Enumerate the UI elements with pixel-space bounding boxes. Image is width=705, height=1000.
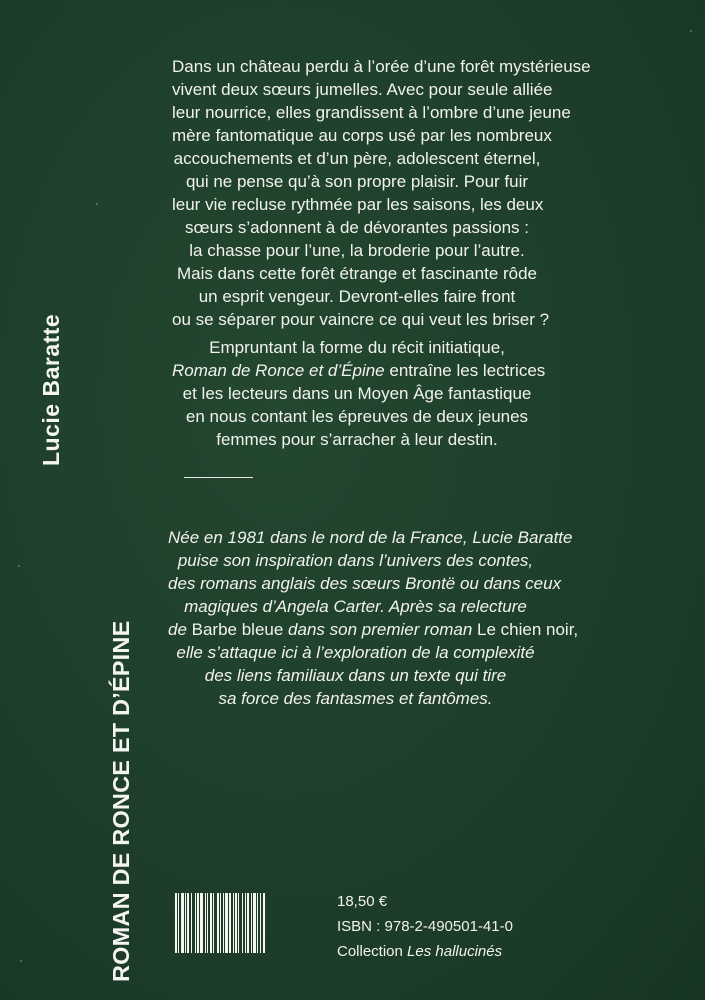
synopsis-line: Mais dans cette forêt étrange et fascinante rôde [176,264,538,283]
pitch-line: Empruntant la forme du récit initiatique, [209,338,505,357]
synopsis-line: la chasse pour l’une, la broderie pour l’autre. [189,241,525,260]
spine-title: ROMAN DE RONCE ET D’ÉPINE [108,620,134,982]
bio-line [168,618,579,641]
bio-line: des romans anglais des sœurs Brontë ou dans ceux [168,574,562,593]
synopsis-paragraph [172,55,591,331]
pitch-line: et les lecteurs dans un Moyen Âge fantastique [182,384,532,403]
paper-speck [96,203,98,205]
isbn: ISBN : 978-2-490501-41-0 [337,918,513,935]
collection-name: Les hallucinés [407,943,503,960]
back-matter [337,889,513,964]
synopsis-line: un esprit vengeur. Devront-elles faire front [198,287,516,306]
pitch-book-title: Roman de Ronce et d’Épine [172,361,385,380]
paper-speck [18,565,20,567]
synopsis-line: leur nourrice, elles grandissent à l’ombre d’une jeune [172,103,571,122]
section-divider [184,477,253,478]
pitch-line: femmes pour s’arracher à leur destin. [216,430,498,449]
collection [337,939,513,964]
pitch-line [172,359,546,382]
isbn-barcode [175,893,325,953]
synopsis-line: mère fantomatique au corps usé par les nombreux [172,126,552,145]
synopsis-line: accouchements et d’un père, adolescent éternel, [173,149,541,168]
bio-line: sa force des fantasmes et fantômes. [218,689,493,708]
bio-work-title: Le chien noir, [477,620,579,639]
synopsis-line: qui ne pense qu’à son propre plaisir. Pour fuir [185,172,529,191]
paper-speck [690,30,692,32]
bio-text: dans son premier roman [283,620,478,639]
bio-line: des liens familiaux dans un texte qui tire [204,666,507,685]
barcode-space [265,893,266,953]
pitch-line-rest: entraîne les lectrices [384,361,546,380]
author-bio [168,526,579,710]
bio-work-title: Barbe bleue [191,620,284,639]
synopsis-line: leur vie recluse rythmée par les saisons, les deux [172,195,544,214]
bio-line: Née en 1981 dans le nord de la France, Lucie Baratte [168,528,573,547]
bio-text: de [168,620,192,639]
collection-label: Collection [337,943,408,960]
synopsis-line: ou se séparer pour vaincre ce qui veut les briser ? [172,310,550,329]
pitch-paragraph [172,336,546,451]
bio-line: puise son inspiration dans l’univers des contes, [177,551,534,570]
synopsis-line: sœurs s’adonnent à de dévorantes passions : [185,218,529,237]
paper-speck [20,960,22,962]
bio-line: elle s’attaque ici à l’exploration de la complexité [176,643,535,662]
synopsis-line: vivent deux sœurs jumelles. Avec pour seule alliée [172,80,553,99]
price: 18,50 € [337,893,388,910]
spine-author: Lucie Baratte [38,313,64,466]
synopsis-line: Dans un château perdu à l’orée d’une forêt mystérieuse [172,57,591,76]
pitch-line: en nous contant les épreuves de deux jeunes [185,407,529,426]
bio-line: magiques d’Angela Carter. Après sa relecture [184,597,527,616]
